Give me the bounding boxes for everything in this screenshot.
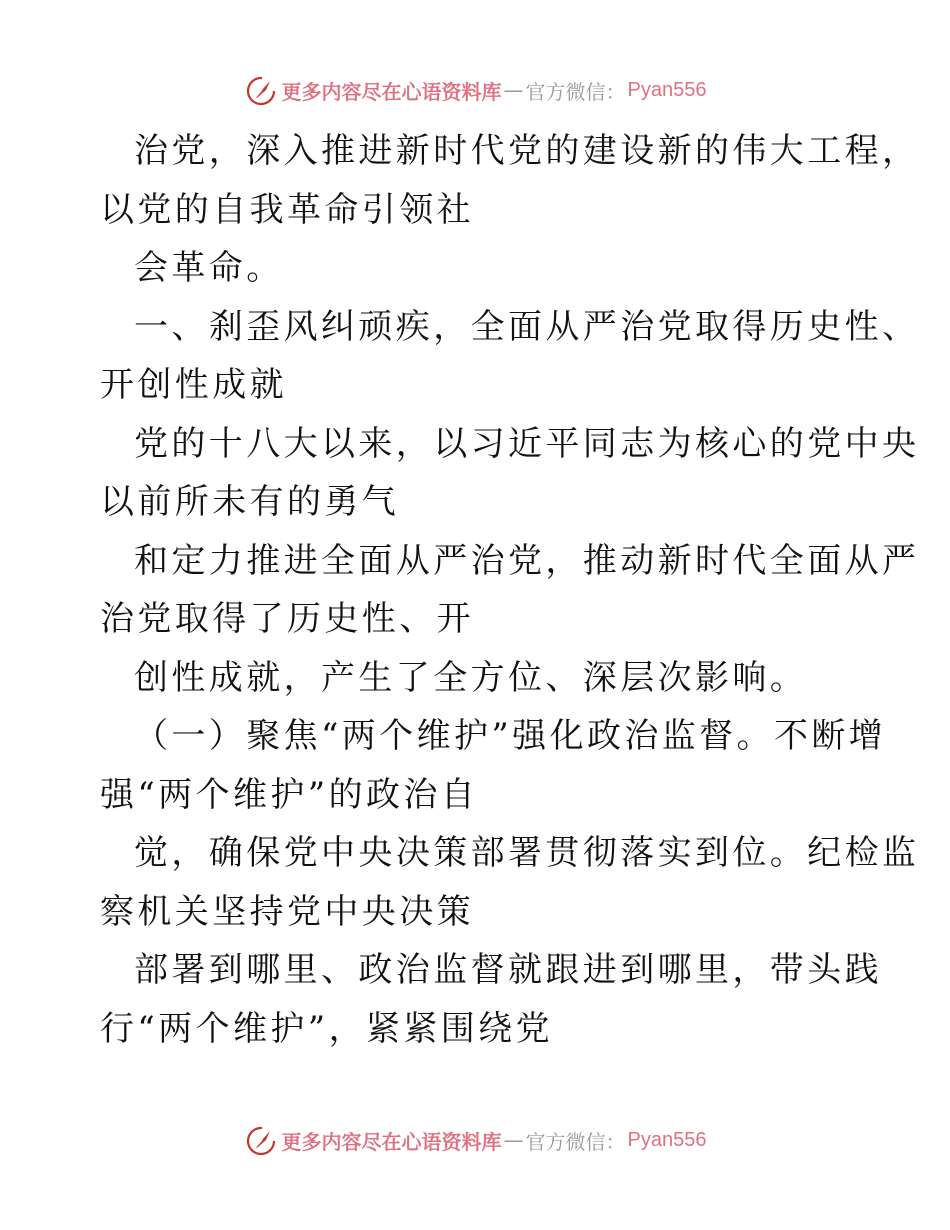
watermark-wechat-id: Pyan556 — [627, 78, 707, 101]
header-watermark — [0, 70, 950, 110]
watermark-title: 更多内容尽在心语资料库 — [281, 79, 502, 104]
watermark-dash: — — [503, 1128, 524, 1152]
body-line: 以前所未有的勇气 — [100, 482, 400, 522]
body-line: 党的十八大以来，以习近平同志为核心的党中央 — [134, 423, 920, 464]
feather-pen-logo-icon — [244, 73, 278, 107]
body-line: 开创性成就 — [100, 365, 287, 405]
watermark-title: 更多内容尽在心语资料库 — [281, 1129, 502, 1154]
body-line: 强“两个维护”的政治自 — [100, 774, 479, 815]
document-body — [100, 122, 920, 1058]
watermark-wechat-id: Pyan556 — [627, 1128, 707, 1151]
body-line: 行“两个维护”，紧紧围绕党 — [100, 1008, 553, 1049]
body-line: 和定力推进全面从严治党，推动新时代全面从严 — [134, 540, 920, 581]
body-line: 会革命。 — [134, 248, 284, 288]
footer-watermark — [0, 1120, 950, 1160]
watermark-wechat-label: 官方微信： — [525, 1129, 626, 1154]
watermark-wechat-label: 官方微信： — [525, 79, 626, 104]
body-line: 一、刹歪风纠顽疾，全面从严治党取得历史性、 — [134, 306, 920, 347]
body-line: 部署到哪里、政治监督就跟进到哪里，带头践 — [134, 950, 882, 990]
body-line: 治党，深入推进新时代党的建设新的伟大工程， — [134, 131, 920, 171]
body-line: 创性成就，产生了全方位、深层次影响。 — [134, 657, 808, 698]
body-line: （一）聚焦“两个维护”强化政治监督。不断增 — [134, 716, 887, 756]
body-line: 以党的自我革命引领社 — [100, 189, 474, 230]
feather-pen-logo-icon — [244, 1123, 278, 1157]
watermark-dash: — — [503, 78, 524, 102]
body-line: 治党取得了历史性、开 — [100, 599, 474, 639]
body-line: 察机关坚持党中央决策 — [100, 891, 474, 932]
body-line: 觉，确保党中央决策部署贯彻落实到位。纪检监 — [134, 833, 920, 873]
